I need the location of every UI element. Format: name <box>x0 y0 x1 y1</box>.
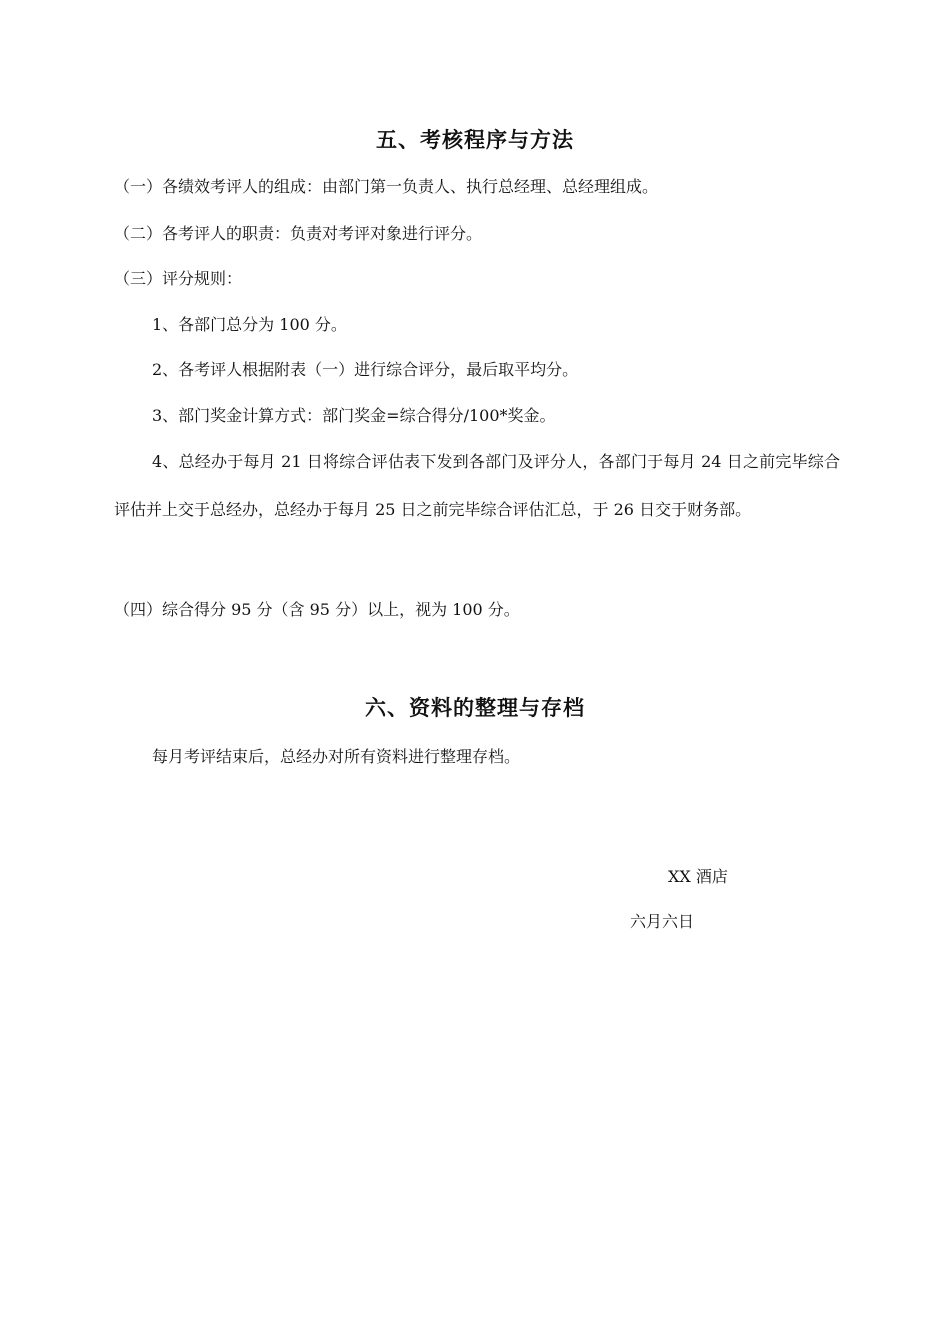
section6-body: 每月考评结束后，总经办对所有资料进行整理存档。 <box>152 747 521 766</box>
section5-item3: （三）评分规则： <box>114 269 243 288</box>
section5-item4: （四）综合得分 95 分（含 95 分）以上，视为 100 分。 <box>114 600 520 619</box>
section5-item2: （二）各考评人的职责：负责对考评对象进行评分。 <box>114 224 483 243</box>
section5-title: 五、考核程序与方法 <box>376 128 574 152</box>
section6-title: 六、资料的整理与存档 <box>365 696 585 720</box>
signature-date: 六月六日 <box>630 912 695 931</box>
rule-3: 3、部门奖金计算方式：部门奖金=综合得分/100*奖金。 <box>152 406 556 425</box>
rule-2: 2、各考评人根据附表（一）进行综合评分，最后取平均分。 <box>152 360 579 379</box>
rule-1: 1、各部门总分为 100 分。 <box>152 315 347 334</box>
section5-item1: （一）各绩效考评人的组成：由部门第一负责人、执行总经理、总经理组成。 <box>114 177 659 196</box>
signature-org: XX 酒店 <box>668 867 728 886</box>
rule-4: 4、总经办于每月 21 日将综合评估表下发到各部门及评分人，各部门于每月 24 日之前完毕综合评估并上交于总经办，总经办于每月 25 日之前完毕综合评估汇总，于 26 日交于财务部。 <box>114 452 840 519</box>
